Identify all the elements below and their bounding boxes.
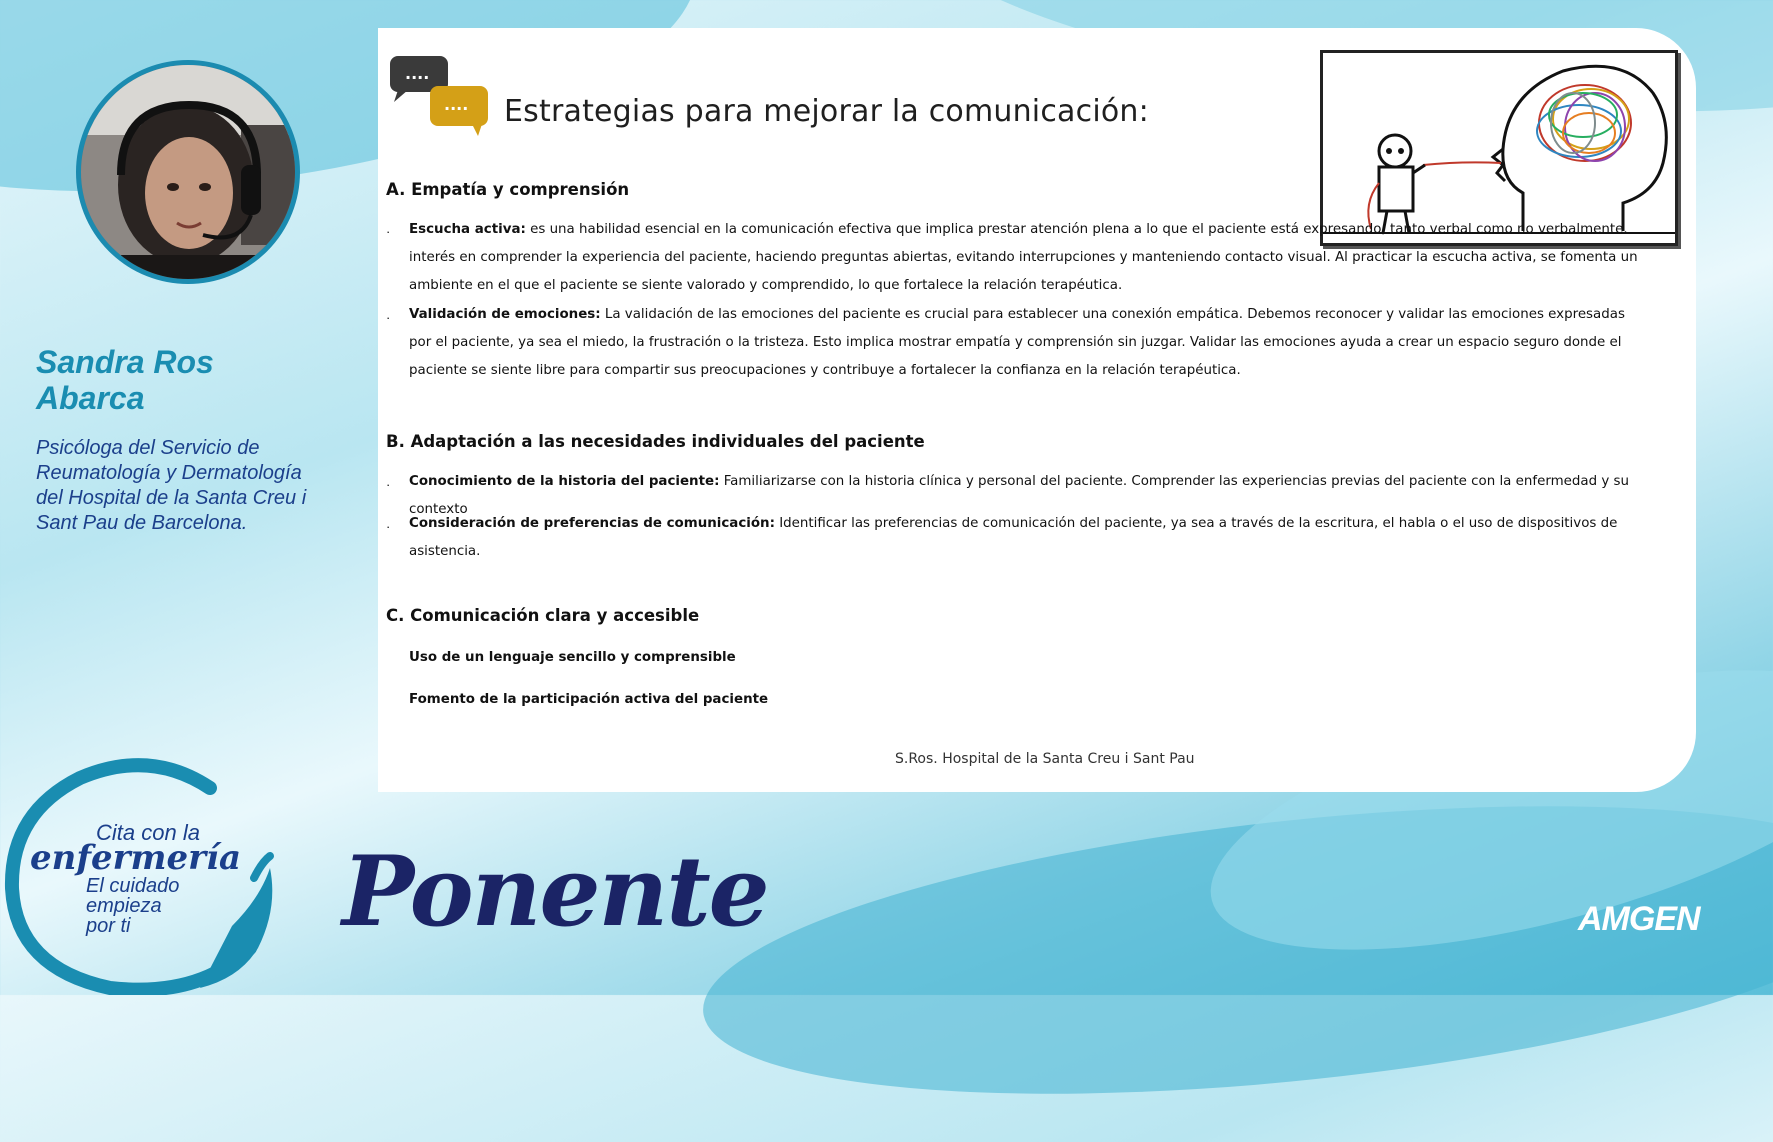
list-item-text: Identificar las preferencias de comunicación del paciente, ya sea a través de la escritura, el habla o el uso de dispositivos de asistencia. <box>409 516 1618 559</box>
slide-title: Estrategias para mejorar la comunicación: <box>504 94 1149 129</box>
list-item-text: es una habilidad esencial en la comunicación efectiva que implica prestar atención plena a lo que el paciente está expresando, tanto verbal como no verbalmente. interés en comprender la experiencia del paciente, haciendo preguntas abiertas, evitando interrupciones y manteniendo contacto visual. Al practicar la escucha activa, se fomenta un ambiente en el que el paciente se siente valorado y comprendido, lo que fortalece la relación terapéutica. <box>409 222 1638 293</box>
cita-tagline <box>86 876 179 936</box>
list-item <box>409 686 1649 714</box>
chat-bubbles-icon <box>390 56 500 146</box>
cita-line2: enfermería <box>30 838 241 878</box>
bullet-marker: · <box>386 224 391 239</box>
speaker-webcam-avatar <box>76 60 300 284</box>
list-item-label: Conocimiento de la historia del paciente: <box>409 474 720 489</box>
cita-enfermeria-logo <box>0 758 310 995</box>
amgen-logo: AMGEN <box>1578 900 1700 938</box>
speaker-photo-icon <box>81 65 300 284</box>
slide-footer: S.Ros. Hospital de la Santa Creu i Sant Pau <box>895 751 1195 767</box>
list-item-text: Familiarizarse con la historia clínica y personal del paciente. Comprender las experiencias previas del paciente con la enfermedad y su contexto <box>409 474 1629 517</box>
speaker-role <box>36 436 346 536</box>
list-item-label: Uso de un lenguaje sencillo y comprensible <box>409 650 736 665</box>
speaker-name-line1: Sandra Ros <box>36 344 214 380</box>
speaker-role-line: Psicóloga del Servicio de <box>36 437 260 459</box>
speaker-name <box>36 344 214 416</box>
list-item <box>409 216 1649 300</box>
list-item-text: La validación de las emociones del paciente es crucial para establecer una conexión empática. Debemos reconocer y validar las emociones expresadas por el paciente, ya sea el miedo, la frustración o la tristeza. Esto implica mostrar empatía y comprensión sin juzgar. Validar las emociones ayuda a crear un espacio seguro donde el paciente se siente libre para compartir sus preocupaciones y contribuye a fortalecer la confianza en la relación terapéutica. <box>409 307 1625 378</box>
svg-text:....: .... <box>444 95 469 114</box>
cita-line1: Cita con la <box>96 820 200 845</box>
speaker-name-line2: Abarca <box>36 380 145 416</box>
section-c-heading: C. Comunicación clara y accesible <box>386 606 700 625</box>
speaker-role-line: Reumatología y Dermatología <box>36 462 302 484</box>
section-a-heading: A. Empatía y comprensión <box>386 180 630 199</box>
ponente-label: Ponente <box>342 835 768 948</box>
list-item <box>409 510 1649 566</box>
list-item-label: Escucha activa: <box>409 222 526 237</box>
presentation-slide <box>378 28 1696 792</box>
speaker-role-line: Sant Pau de Barcelona. <box>36 512 248 534</box>
bullet-marker: · <box>386 519 391 534</box>
cita-line5: por ti <box>86 915 131 937</box>
bullet-marker: · <box>386 310 391 325</box>
list-item <box>409 644 1649 672</box>
bullet-marker: · <box>386 477 391 492</box>
list-item-label: Validación de emociones: <box>409 307 601 322</box>
list-item-label: Fomento de la participación activa del paciente <box>409 692 769 707</box>
section-b-heading: B. Adaptación a las necesidades individuales del paciente <box>386 432 925 451</box>
speaker-role-line: del Hospital de la Santa Creu i <box>36 487 307 509</box>
cita-line3: El cuidado <box>86 875 180 897</box>
list-item-label: Consideración de preferencias de comunicación: <box>409 516 775 531</box>
svg-text:....: .... <box>405 64 430 83</box>
cita-line4: empieza <box>86 895 162 917</box>
list-item <box>409 301 1649 385</box>
